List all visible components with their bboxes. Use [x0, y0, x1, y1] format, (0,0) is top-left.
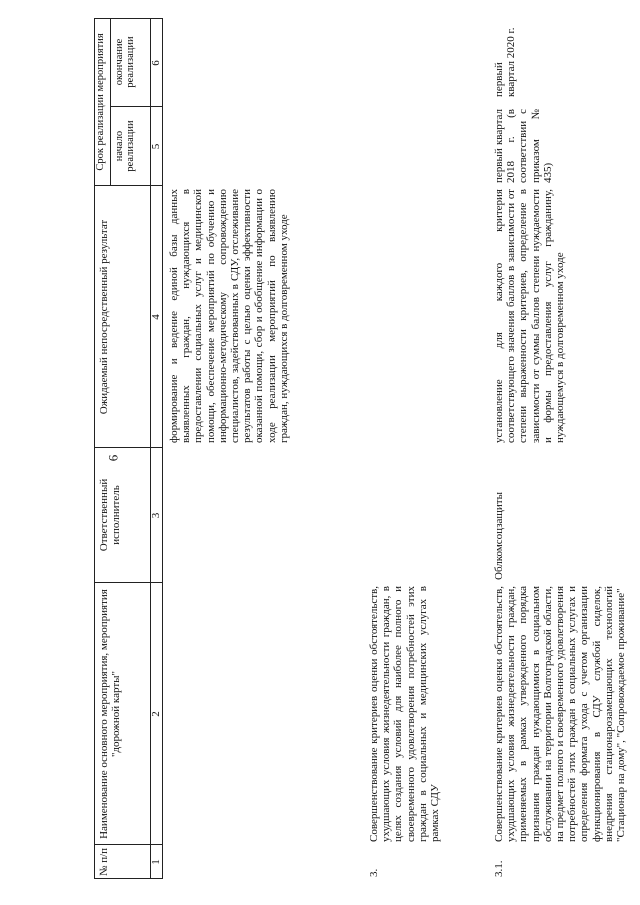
header-executor: Ответственный исполнитель	[98, 478, 122, 552]
header-term: Срок реализации мероприятия	[95, 33, 106, 171]
header-end: окончание реализации	[114, 36, 136, 88]
header-result: Ожидаемый непосредственный результат	[98, 219, 110, 415]
row-result: установление для каждого критерия соответствующего значения баллов в зависимости от степени выраженности критериев, определение в зависимости от суммы баллов степени нуждаемости и формы предоставления услуг гражданину, нуждающемуся в долговременном уходе	[493, 189, 567, 443]
row-start: первый квартал 2018 г. (в соответствии с приказом № 435)	[493, 109, 554, 183]
col-number-2: 2	[150, 711, 162, 717]
row-name: Совершенствование критериев оценки обстоятельств, ухудшающих условия жизнедеятельности граждан, в целях создания условий для наиболее полного и своевременного удовлетворения потребностей этих граждан в социальных и медицинских услугах в рамках СДУ	[368, 586, 442, 842]
row-number: 3.1.	[493, 860, 505, 877]
col-number-6: 6	[150, 60, 162, 66]
header-start: начало реализации	[114, 120, 136, 172]
rotated-page	[88, 18, 628, 887]
row-name: Совершенствование критериев оценки обстоятельств, ухудшающих условия жизнедеятельности граждан, применяемых в рамках утвержденного порядка признания граждан нуждающимися в социальном обслуживании на территории Волгоградской области, на предмет полного и своевременного удовлетворения потребностей этих граждан в социальных услугах и определения формата ухода с учетом организации функционирования в СДУ службой сиделок, внедрения стационарозамещающих технологий "Стационар на дому", "Сопровождаемое проживание"	[493, 586, 628, 842]
row-executor: Облкомсоцзащиты	[493, 492, 505, 580]
header-name: Наименование основного мероприятия, мероприятия "дорожной карты"	[98, 589, 122, 839]
col-number-1: 1	[150, 859, 162, 865]
header-num: № п/п	[98, 847, 110, 877]
row-number: 3.	[368, 868, 380, 877]
col-number-4: 4	[150, 314, 162, 320]
row-result: формирование и ведение единой базы данных выявленных граждан, нуждающихся в предоставлении социальных услуг и медицинской помощи, обеспечение мероприятий по обучению и информационно-методическому сопровождению специалистов, задействованных в СДУ, отслеживание результатов работы с целью оценки эффективности оказанной помощи, сбор и обобщение информации о ходе реализации мероприятий по выявлению граждан, нуждающихся в долговременном уходе	[168, 189, 290, 443]
row-end: первый квартал 2020 г.	[493, 27, 518, 97]
col-number-3: 3	[150, 512, 162, 519]
page-number: 6	[105, 454, 121, 462]
col-number-5: 5	[150, 143, 162, 150]
